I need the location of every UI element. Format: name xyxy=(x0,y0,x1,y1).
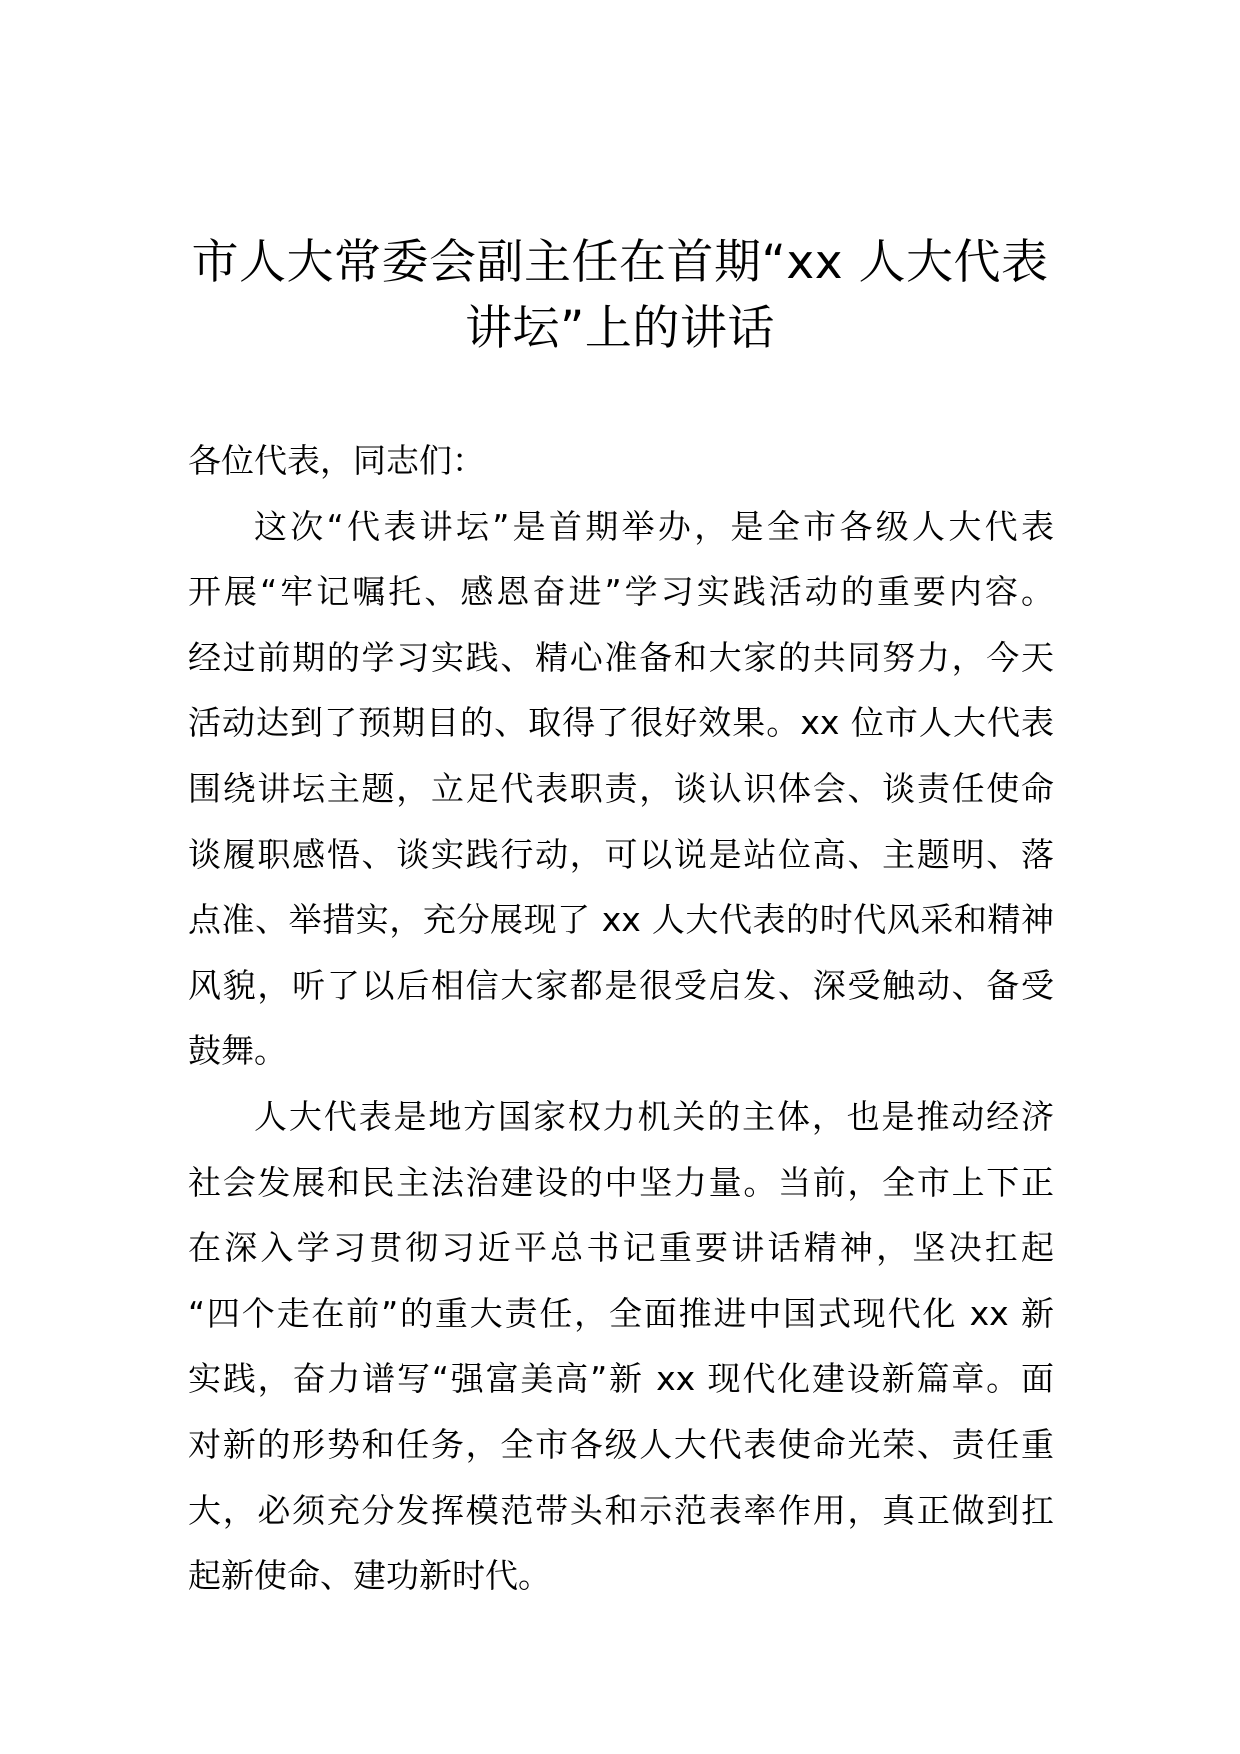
paragraph-line: 点准、举措实，充分展现了 xx 人大代表的时代风采和精神 xyxy=(188,900,1054,940)
paragraph-1 xyxy=(188,494,1054,1084)
paragraph-line: “四个走在前”的重大责任，全面推进中国式现代化 xx 新 xyxy=(188,1293,1054,1333)
paragraph-2 xyxy=(188,1084,1054,1609)
paragraph-line: 开展“牢记嘱托、感恩奋进”学习实践活动的重要内容。 xyxy=(188,572,1054,612)
paragraph-line: 在深入学习贯彻习近平总书记重要讲话精神，坚决扛起 xyxy=(188,1228,1054,1268)
title-line: 讲坛”上的讲话 xyxy=(465,301,775,356)
paragraph-line: 社会发展和民主法治建设的中坚力量。当前，全市上下正 xyxy=(188,1162,1054,1202)
paragraph-line: 对新的形势和任务，全市各级人大代表使命光荣、责任重 xyxy=(188,1424,1054,1464)
title-line: 市人大常委会副主任在首期“xx 人大代表 xyxy=(191,235,1049,290)
salutation: 各位代表，同志们： xyxy=(188,441,485,480)
paragraph-line: 鼓舞。 xyxy=(188,1031,287,1071)
document-title xyxy=(190,230,1050,362)
document-body xyxy=(188,428,1054,1609)
paragraph-line: 人大代表是地方国家权力机关的主体，也是推动经济 xyxy=(254,1096,1054,1136)
paragraph-line: 活动达到了预期目的、取得了很好效果。xx 位市人大代表 xyxy=(188,703,1054,743)
paragraph-line: 经过前期的学习实践、精心准备和大家的共同努力，今天 xyxy=(188,637,1054,677)
paragraph-line: 风貌，听了以后相信大家都是很受启发、深受触动、备受 xyxy=(188,965,1054,1005)
paragraph-line: 实践，奋力谱写“强富美高”新 xx 现代化建设新篇章。面 xyxy=(188,1359,1054,1399)
paragraph-line: 这次“代表讲坛”是首期举办，是全市各级人大代表 xyxy=(254,506,1054,546)
paragraph-line: 起新使命、建功新时代。 xyxy=(188,1556,551,1596)
paragraph-line: 大，必须充分发挥模范带头和示范表率作用，真正做到扛 xyxy=(188,1490,1054,1530)
paragraph-line: 围绕讲坛主题，立足代表职责，谈认识体会、谈责任使命 xyxy=(188,768,1054,808)
paragraph-line: 谈履职感悟、谈实践行动，可以说是站位高、主题明、落 xyxy=(188,834,1054,874)
